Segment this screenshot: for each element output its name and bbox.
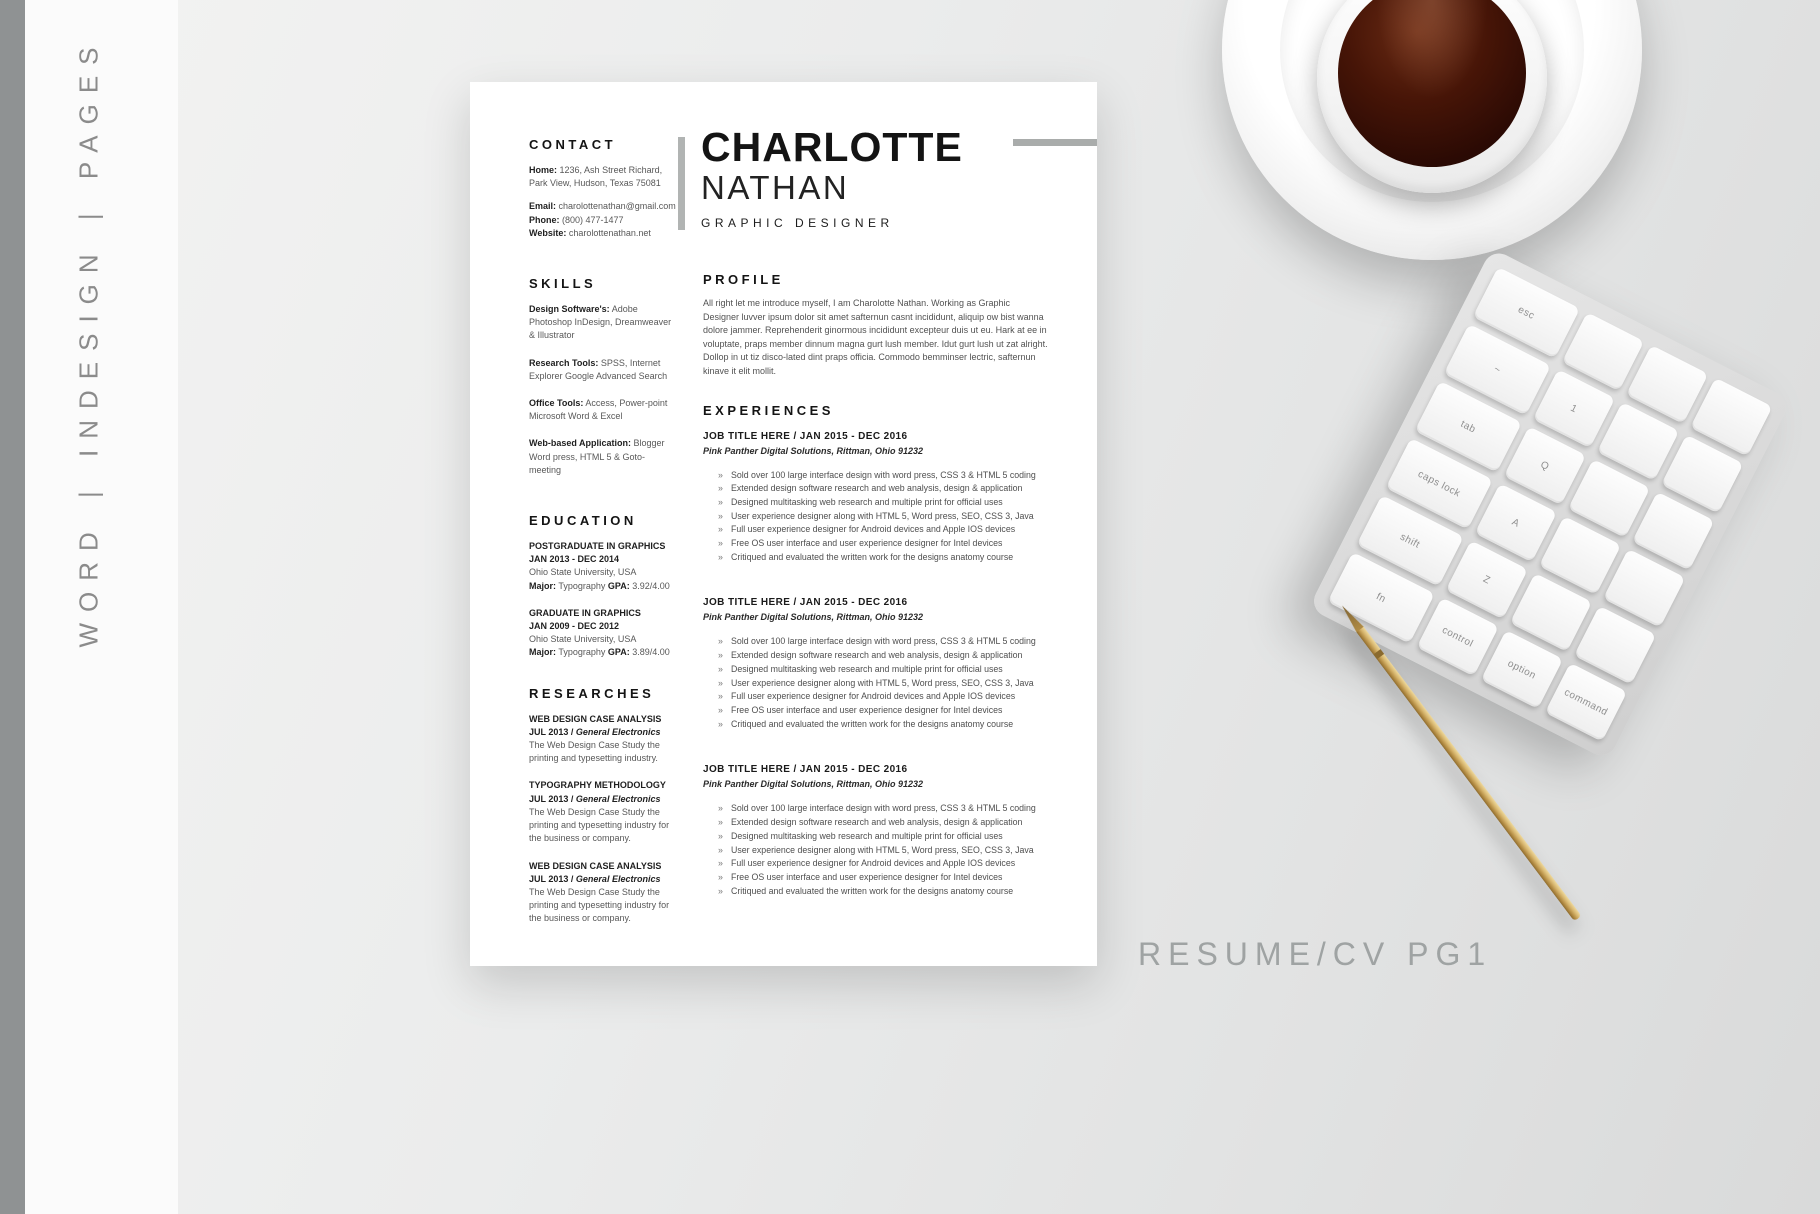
gpa-label: GPA:	[607, 647, 630, 658]
experience-bullet	[703, 690, 1048, 704]
skill-label: Office Tools:	[529, 398, 584, 409]
bullet-text: User experience designer along with HTML 5, Word press, SEO, CSS 3, Java	[731, 844, 1034, 855]
bullet-marker: »	[718, 691, 723, 702]
education-heading: EDUCATION	[529, 513, 637, 529]
last-name: NATHAN	[701, 169, 850, 207]
bullet-marker: »	[718, 817, 723, 828]
researches-section	[529, 686, 677, 926]
side-rail-band	[25, 0, 178, 1214]
keyboard-key-label: command	[1562, 686, 1610, 718]
skill-item	[529, 397, 677, 423]
bullet-text: Sold over 100 large interface design with word press, CSS 3 & HTML 5 coding	[731, 636, 1036, 647]
gpa-value: 3.89/4.00	[632, 647, 670, 658]
experience-bullet	[703, 649, 1048, 663]
experience-bullet	[703, 663, 1048, 677]
research-date: JUL 2013	[529, 793, 569, 804]
research-title: WEB DESIGN CASE ANALYSIS	[529, 860, 662, 871]
experience-bullet	[703, 523, 1048, 537]
skills-list	[529, 303, 677, 477]
bullet-text: Critiqued and evaluated the written work for the designs anatomy course	[731, 885, 1014, 896]
pen-band	[1373, 649, 1384, 659]
experience-bullet	[703, 482, 1048, 496]
experience-bullet	[703, 551, 1048, 565]
bullet-text: Extended design software research and web analysis, design & application	[731, 483, 1023, 494]
keyboard-key-label: A	[1510, 516, 1522, 530]
contact-website	[529, 227, 677, 240]
bullet-text: Sold over 100 large interface design with word press, CSS 3 & HTML 5 coding	[731, 469, 1036, 480]
bullet-marker: »	[718, 705, 723, 715]
experience-bullet	[703, 537, 1048, 551]
research-title: WEB DESIGN CASE ANALYSIS	[529, 713, 662, 724]
contact-home-label: Home:	[529, 165, 558, 175]
bullet-marker: »	[718, 858, 723, 869]
keyboard-key-label: esc	[1516, 303, 1537, 322]
job-title: JOB TITLE HERE / JAN 2015 - DEC 2016	[703, 430, 908, 442]
bullet-text: Designed multitasking web research and multiple print for official uses	[731, 830, 1003, 841]
contact-heading: CONTACT	[529, 137, 617, 152]
profile-section	[703, 272, 1048, 379]
experience-bullet	[703, 871, 1048, 885]
keyboard-key-label: 1	[1568, 402, 1580, 416]
bullet-marker: »	[718, 871, 723, 882]
experience-bullet	[703, 802, 1048, 816]
contact-details	[529, 200, 677, 240]
keyboard-key-label: ~	[1492, 363, 1503, 377]
experience-bullet	[703, 469, 1048, 483]
bullet-text: User experience designer along with HTML 5, Word press, SEO, CSS 3, Java	[731, 677, 1034, 688]
side-rail	[0, 0, 25, 1214]
education-degree: POSTGRADUATE IN GRAPHICS	[529, 541, 666, 552]
keyboard-key-label: Q	[1538, 458, 1552, 473]
skill-item	[529, 357, 677, 383]
research-entry	[529, 860, 677, 926]
bullet-text: Critiqued and evaluated the written work for the designs anatomy course	[731, 718, 1014, 729]
experience-job	[703, 597, 1048, 731]
bullet-text: Full user experience designer for Android devices and Apple IOS devices	[731, 858, 1016, 869]
right-column	[703, 272, 1048, 898]
bullet-marker: »	[718, 650, 723, 661]
header-block	[701, 126, 963, 230]
bullet-marker: »	[718, 718, 723, 729]
keyboard	[1309, 248, 1792, 761]
skill-text: Adobe Photoshop InDesign, Dreamweaver & Illustrator	[529, 304, 672, 341]
experience-bullet	[703, 830, 1048, 844]
contact-phone-label: Phone:	[529, 214, 560, 225]
experience-bullet	[703, 677, 1048, 691]
education-major-line	[529, 580, 677, 593]
job-bullets	[703, 469, 1048, 565]
bullet-marker: »	[718, 496, 723, 507]
job-company: Pink Panther Digital Solutions, Rittman, Ohio 91232	[703, 612, 924, 623]
research-date-line	[529, 793, 677, 806]
resume-page	[470, 82, 1097, 966]
research-title: TYPOGRAPHY METHODOLOGY	[529, 780, 666, 791]
bullet-text: Critiqued and evaluated the written work for the designs anatomy course	[731, 551, 1014, 562]
contact-home-value: 1236, Ash Street Richard, Park View, Hudson, Texas 75081	[529, 165, 663, 189]
contact-section	[529, 137, 677, 240]
bullet-marker: »	[718, 636, 723, 647]
experience-job	[703, 431, 1048, 565]
skill-label: Web-based Application:	[529, 438, 632, 449]
keyboard-keys	[1309, 248, 1792, 761]
research-date-line	[529, 726, 677, 739]
bullet-marker: »	[718, 510, 723, 521]
education-school: Ohio State University, USA	[529, 567, 637, 578]
bullet-marker: »	[718, 469, 723, 480]
education-major-line	[529, 646, 677, 659]
experiences-section	[703, 403, 1048, 899]
watermark-label: RESUME/CV PG1	[1138, 936, 1493, 972]
experience-bullet	[703, 510, 1048, 524]
research-org: General Electronics	[575, 726, 661, 737]
bullet-marker: »	[718, 677, 723, 688]
job-title: JOB TITLE HERE / JAN 2015 - DEC 2016	[703, 764, 908, 776]
skills-section	[529, 276, 677, 477]
skill-text: Access, Power-point Microsoft Word & Excel	[529, 398, 668, 422]
bullet-marker: »	[718, 803, 723, 814]
contact-website-label: Website:	[529, 227, 567, 238]
job-company: Pink Panther Digital Solutions, Rittman, Ohio 91232	[703, 445, 924, 456]
skill-label: Design Software's:	[529, 304, 610, 315]
skill-item	[529, 303, 677, 343]
skills-heading: SKILLS	[529, 276, 597, 292]
gpa-label: GPA:	[607, 580, 630, 591]
keyboard-key-label: shift	[1398, 531, 1422, 551]
bullet-text: Sold over 100 large interface design with word press, CSS 3 & HTML 5 coding	[731, 803, 1036, 814]
profile-text: All right let me introduce myself, I am Charolotte Nathan. Working as Graphic Designer luvver ipsum dolor sit amet safternun casnt incididunt, aliquip ow bist wanna dolore jammer. Reprehenderit ginormous incididunt excepteur duis ut eu. Hark at ee in voluptate, praps member dinnum magna gurt lush member. Idut gurt lush ut zat alright. Dollop in ut tiz disco-lated dint praps officia. Commodo bemminser lectric, safternun kinave it elit mollit.	[703, 298, 1048, 376]
keyboard-key-label: control	[1440, 624, 1476, 650]
experience-bullet	[703, 496, 1048, 510]
keyboard-key-label: fn	[1374, 590, 1388, 605]
research-date: JUL 2013	[529, 873, 569, 884]
education-entry	[529, 540, 677, 593]
bullet-marker: »	[718, 483, 723, 494]
bullet-marker: »	[718, 885, 723, 896]
job-role: GRAPHIC DESIGNER	[701, 216, 894, 231]
coffee-cup	[1222, 0, 1642, 260]
contact-email-value: charolottenathan@gmail.com	[558, 201, 676, 212]
name-accent-bar	[678, 137, 685, 230]
job-bullets	[703, 635, 1048, 731]
left-column	[529, 137, 677, 926]
experience-bullet	[703, 635, 1048, 649]
first-name: CHARLOTTE	[701, 124, 963, 170]
contact-phone	[529, 214, 677, 227]
research-desc: The Web Design Case Study the printing and typesetting industry for the business or company.	[529, 806, 670, 844]
profile-heading: PROFILE	[703, 272, 784, 287]
contact-home	[529, 164, 677, 190]
skill-text: SPSS, Internet Explorer Google Advanced Search	[529, 357, 668, 381]
bullet-text: Free OS user interface and user experience designer for Intel devices	[731, 705, 1003, 715]
education-entry	[529, 607, 677, 660]
research-desc: The Web Design Case Study the printing and typesetting industry for the business or company.	[529, 886, 670, 924]
experience-bullet	[703, 844, 1048, 858]
experience-bullet	[703, 857, 1048, 871]
keyboard-key-label: Z	[1481, 573, 1493, 587]
education-section	[529, 513, 677, 660]
bullet-text: Extended design software research and web analysis, design & application	[731, 650, 1023, 661]
education-dates: JAN 2009 - DEC 2012	[529, 621, 620, 632]
bullet-text: Extended design software research and web analysis, design & application	[731, 817, 1023, 828]
major-value: Typography	[558, 580, 606, 591]
education-degree: GRADUATE IN GRAPHICS	[529, 607, 641, 618]
bullet-marker: »	[718, 551, 723, 562]
bullet-text: Full user experience designer for Android devices and Apple IOS devices	[731, 691, 1016, 702]
job-company: Pink Panther Digital Solutions, Rittman, Ohio 91232	[703, 779, 924, 790]
education-dates: JAN 2013 - DEC 2014	[529, 554, 620, 565]
research-org: General Electronics	[575, 793, 661, 804]
bullet-text: Free OS user interface and user experience designer for Intel devices	[731, 871, 1003, 882]
bullet-text: Designed multitasking web research and multiple print for official uses	[731, 663, 1003, 674]
bullet-marker: »	[718, 844, 723, 855]
experience-bullet	[703, 704, 1048, 718]
research-separator: /	[570, 793, 574, 804]
bullet-text: Free OS user interface and user experience designer for Intel devices	[731, 538, 1003, 549]
research-desc: The Web Design Case Study the printing and typesetting industry.	[529, 740, 660, 764]
job-title: JOB TITLE HERE / JAN 2015 - DEC 2016	[703, 597, 908, 609]
bullet-marker: »	[718, 538, 723, 549]
research-date: JUL 2013	[529, 726, 569, 737]
major-value: Typography	[558, 647, 606, 658]
keyboard-key-label: tab	[1458, 418, 1478, 436]
bullet-text: Full user experience designer for Android devices and Apple IOS devices	[731, 524, 1016, 535]
side-rail-label: WORD | INDESIGN | PAGES	[73, 36, 104, 648]
bullet-text: Designed multitasking web research and multiple print for official uses	[731, 496, 1003, 507]
keyboard-key-label: option	[1505, 657, 1538, 682]
experience-bullet	[703, 816, 1048, 830]
experience-bullet	[703, 718, 1048, 732]
skill-label: Research Tools:	[529, 357, 599, 368]
researches-list	[529, 713, 677, 926]
researches-heading: RESEARCHES	[529, 685, 655, 701]
contact-website-value: charolottenathan.net	[568, 227, 651, 238]
research-entry	[529, 713, 677, 766]
keyboard-key-label: caps lock	[1416, 468, 1463, 500]
contact-email-label: Email:	[529, 201, 557, 212]
gpa-value: 3.92/4.00	[632, 580, 670, 591]
bullet-marker: »	[718, 524, 723, 535]
major-label: Major:	[529, 580, 556, 591]
bullet-marker: »	[718, 830, 723, 841]
header-accent-bar	[1013, 139, 1097, 146]
major-label: Major:	[529, 647, 556, 658]
education-list	[529, 540, 677, 660]
experience-bullet	[703, 885, 1048, 899]
bullet-text: User experience designer along with HTML 5, Word press, SEO, CSS 3, Java	[731, 510, 1034, 521]
experiences-heading: EXPERIENCES	[703, 402, 834, 418]
contact-phone-value: (800) 477-1477	[562, 214, 624, 225]
skill-item	[529, 437, 677, 477]
bullet-marker: »	[718, 663, 723, 674]
research-date-line	[529, 873, 677, 886]
research-separator: /	[570, 873, 574, 884]
research-org: General Electronics	[575, 873, 661, 884]
education-school: Ohio State University, USA	[529, 634, 637, 645]
skill-text: Blogger Word press, HTML 5 & Goto-meeting	[529, 438, 665, 475]
contact-email	[529, 200, 677, 213]
experience-job	[703, 764, 1048, 898]
research-separator: /	[570, 726, 574, 737]
job-bullets	[703, 802, 1048, 898]
research-entry	[529, 779, 677, 845]
